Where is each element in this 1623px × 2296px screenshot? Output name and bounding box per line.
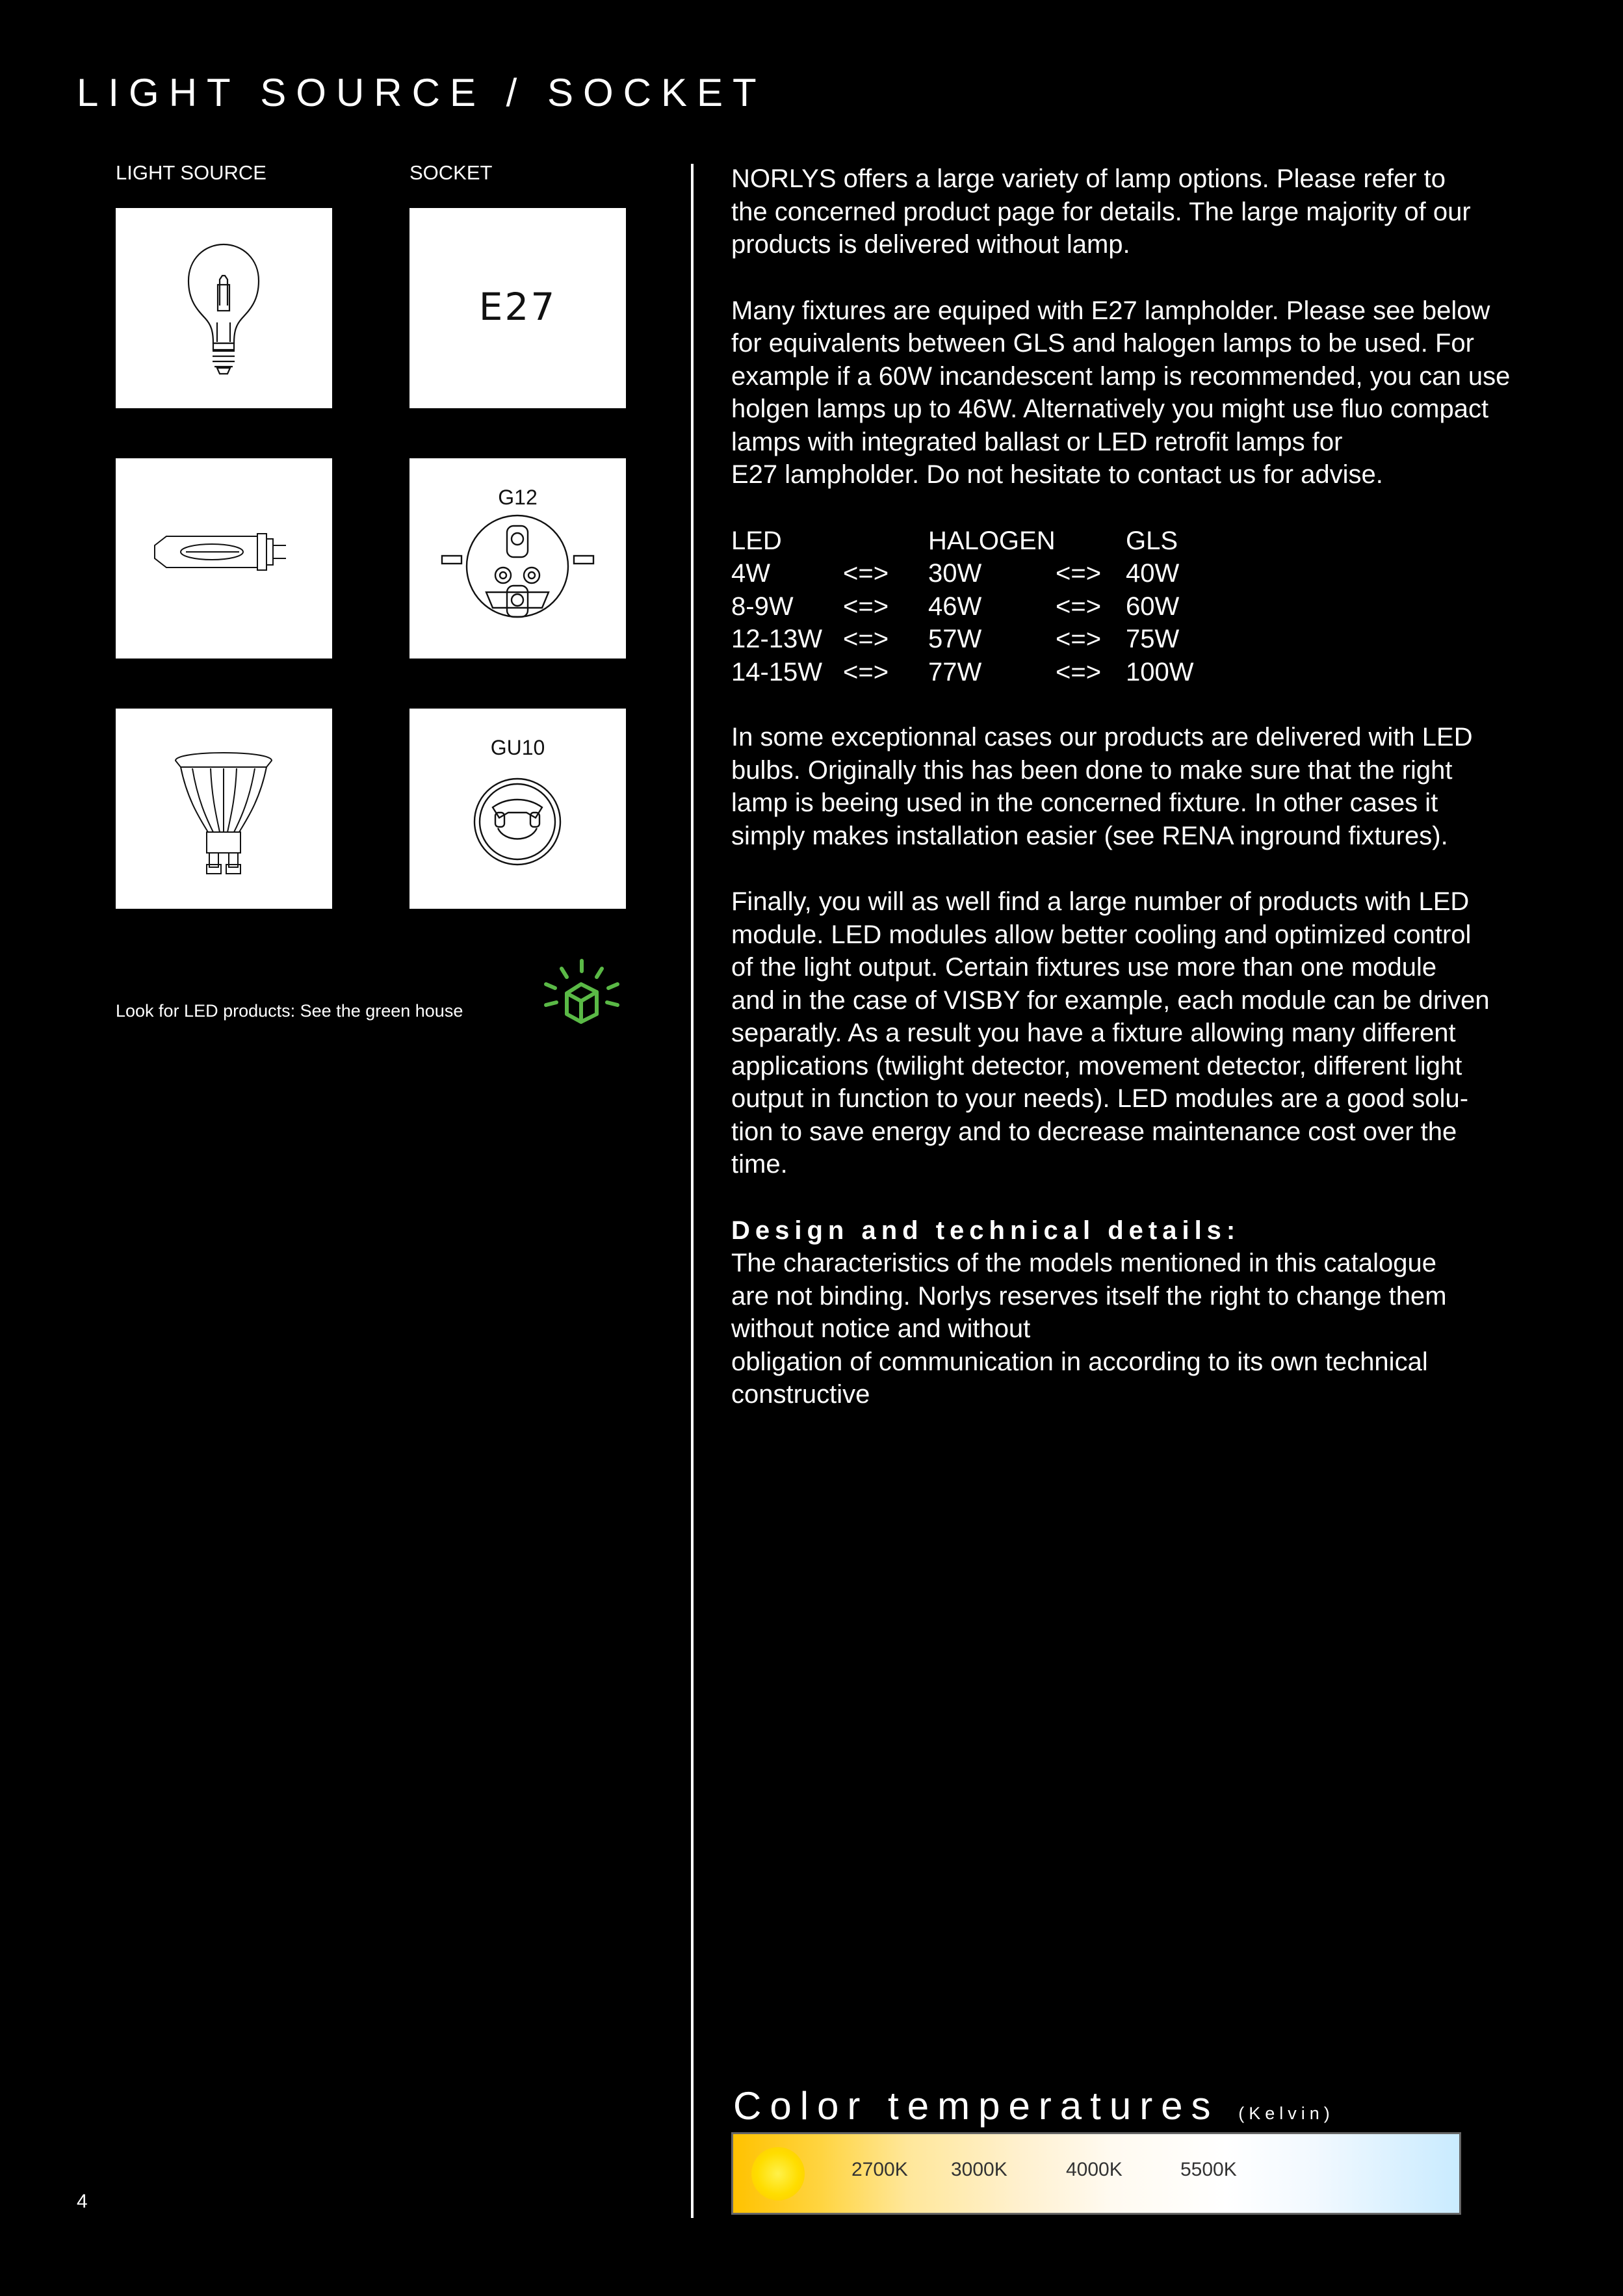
table-cell-arrow: <=> — [843, 559, 889, 588]
color-temperature-unit: (Kelvin) — [1238, 2104, 1334, 2123]
led-modules-paragraph: Finally, you will as well find a large number of products with LED module. LED modules allow better cooling and optimized control of the light output. Certain fixtures use more than one module and in the case of VISBY for example, each module can be driven separatly. As a result you have a fixture allowing many different applications (twilight detector, movement detector, different light output in function to your needs). LED modules are a good solu- tion to save energy and to decrease maintenance cost over the time. — [731, 887, 1490, 1179]
table-cell-arrow: <=> — [843, 625, 889, 653]
table-cell-arrow: <=> — [1056, 559, 1102, 588]
table-cell-arrow: <=> — [843, 592, 889, 621]
color-temperature-title-text: Color temperatures — [733, 2084, 1219, 2128]
table-cell-arrow: <=> — [1056, 592, 1102, 621]
table-header-led: LED — [731, 526, 782, 555]
column-divider — [691, 164, 694, 2218]
metal-halide-lamp-icon — [116, 458, 332, 659]
table-cell-arrow: <=> — [1056, 625, 1102, 653]
intro-paragraph-1: NORLYS offers a large variety of lamp options. Please refer to the concerned product page for details. The large majority of our products is delivered without lamp. — [731, 164, 1471, 259]
socket-g12-label: G12 — [498, 486, 538, 509]
table-header-gls: GLS — [1126, 526, 1178, 555]
ct-label-3000k: 3000K — [951, 2159, 1007, 2180]
gu10-socket-icon — [409, 709, 626, 909]
socket-label: SOCKET — [409, 161, 493, 184]
table-cell-led: 14-15W — [731, 657, 823, 686]
light-source-tile-gls — [116, 208, 332, 408]
light-source-label: LIGHT SOURCE — [116, 161, 266, 184]
gu10-led-bulb-icon — [116, 709, 332, 909]
page-title: LIGHT SOURCE / SOCKET — [77, 71, 766, 114]
light-source-tile-gu10 — [116, 709, 332, 909]
green-house-icon — [539, 956, 624, 1027]
design-details-heading: Design and technical details: — [731, 1216, 1241, 1245]
table-cell-gls: 75W — [1126, 625, 1180, 653]
wattage-equivalence-table — [731, 525, 1557, 689]
intro-paragraph-2: Many fixtures are equiped with E27 lampholder. Please see below for equivalents between GLS and halogen lamps to be used. For example if a 60W incandescent lamp is recommended, you can use holgen lamps up to 46W. Alternatively you might use fluo compact lamps with integrated ballast or LED retrofit lamps for E27 lampholder. Do not hesitate to contact us for advise. — [731, 296, 1511, 489]
table-cell-led: 4W — [731, 559, 770, 588]
table-cell-halogen: 77W — [928, 657, 982, 686]
socket-tile-gu10 — [409, 709, 626, 909]
ct-label-5500k: 5500K — [1180, 2159, 1237, 2180]
table-cell-halogen: 46W — [928, 592, 982, 621]
led-bulbs-paragraph: In some exceptionnal cases our products are delivered with LED bulbs. Originally this has been done to make sure that the right lamp is beeing used in the concerned fixture. In other cases it simply makes installation easier (see RENA inground fixtures). — [731, 723, 1473, 850]
socket-e27-label: E27 — [478, 285, 557, 329]
table-cell-gls: 40W — [1126, 559, 1180, 588]
table-cell-gls: 100W — [1126, 657, 1194, 686]
color-temperature-bar — [731, 2132, 1461, 2215]
socket-tile-g12 — [409, 458, 626, 659]
socket-tile-e27 — [409, 208, 626, 408]
table-cell-led: 12-13W — [731, 625, 823, 653]
socket-gu10-label: GU10 — [490, 736, 545, 759]
table-cell-halogen: 30W — [928, 559, 982, 588]
table-header-halogen: HALOGEN — [928, 526, 1056, 555]
led-note: Look for LED products: See the green house — [116, 1001, 463, 1021]
g12-socket-icon — [409, 458, 626, 659]
sun-icon — [751, 2147, 805, 2200]
color-temperature-title — [733, 2083, 1334, 2128]
ct-label-4000k: 4000K — [1066, 2159, 1123, 2180]
table-cell-gls: 60W — [1126, 592, 1180, 621]
ct-label-2700k: 2700K — [851, 2159, 908, 2180]
content-column — [731, 163, 1557, 1444]
table-cell-arrow: <=> — [843, 657, 889, 686]
page-number: 4 — [77, 2191, 88, 2212]
design-details-text: The characteristics of the models mentioned in this catalogue are not binding. Norlys reserves itself the right to change them without notice and without obligation of communication in according to its own technical constructive — [731, 1249, 1447, 1409]
table-cell-led: 8-9W — [731, 592, 794, 621]
incandescent-bulb-icon — [116, 208, 332, 408]
light-source-tile-g12 — [116, 458, 332, 659]
table-cell-arrow: <=> — [1056, 657, 1102, 686]
table-cell-halogen: 57W — [928, 625, 982, 653]
